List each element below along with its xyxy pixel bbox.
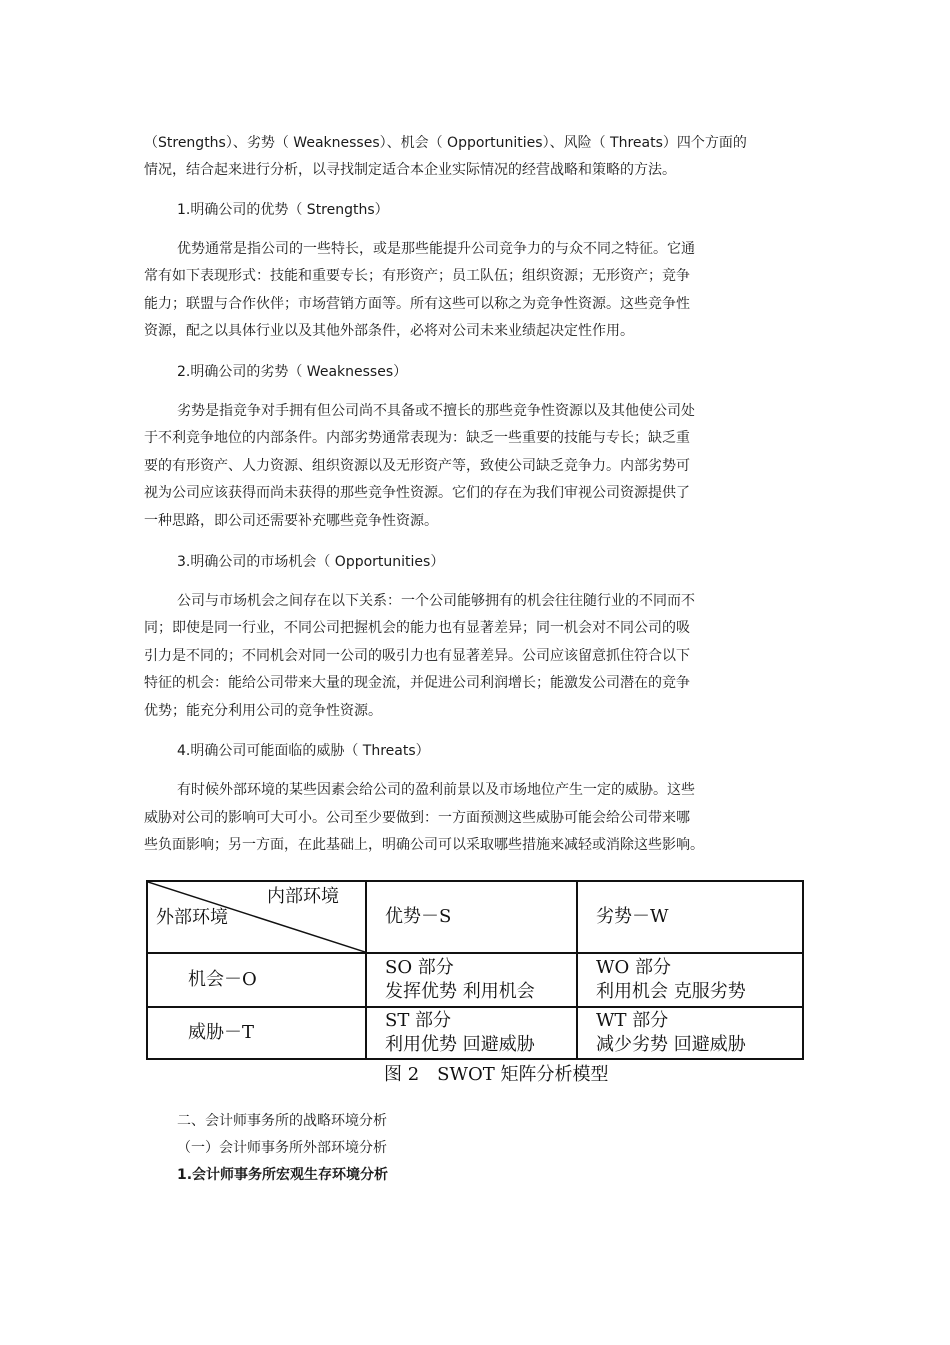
section-4-line: 些负面影响；另一方面，在此基础上，明确公司可以采取哪些措施来减轻或消除这些影响。 — [144, 837, 704, 853]
header-weaknesses: 劣势－W — [577, 881, 803, 953]
wo-title: WO 部分 — [596, 957, 671, 978]
so-title: SO 部分 — [385, 957, 454, 978]
section-1-heading: 1.明确公司的优势（ Strengths） — [177, 202, 389, 218]
section-3-line: 公司与市场机会之间存在以下关系：一个公司能够拥有的机会往往随行业的不同而不 — [177, 593, 695, 609]
section-2-line: 于不利竞争地位的内部条件。内部劣势通常表现为：缺乏一些重要的技能与专长；缺乏重 — [144, 430, 690, 446]
section-3-line: 特征的机会：能给公司带来大量的现金流，并促进公司利润增长；能激发公司潜在的竞争 — [144, 675, 690, 691]
cell-wt — [577, 1007, 803, 1059]
section-2-line: 劣势是指竞争对手拥有但公司尚不具备或不擅长的那些竞争性资源以及其他使公司处 — [177, 403, 695, 419]
so-body: 发挥优势 利用机会 — [385, 981, 535, 1002]
section-4-line: 有时候外部环境的某些因素会给公司的盈利前景以及市场地位产生一定的威胁。这些 — [177, 782, 695, 798]
swot-matrix-figure — [146, 880, 802, 1058]
section-3-line: 优势；能充分利用公司的竞争性资源。 — [144, 703, 382, 719]
swot-matrix-table — [146, 880, 804, 1060]
figure-caption: 图 2 SWOT 矩阵分析模型 — [384, 1064, 609, 1085]
wt-body: 减少劣势 回避威胁 — [596, 1034, 746, 1055]
section-4-line: 威胁对公司的影响可大可小。公司至少要做到：一方面预测这些威胁可能会给公司带来哪 — [144, 810, 690, 826]
section-2-heading: 2.明确公司的劣势（ Weaknesses） — [177, 364, 408, 380]
outline-h2: 二、会计师事务所的战略环境分析 — [177, 1113, 387, 1129]
cell-st — [366, 1007, 577, 1059]
outline-h4: 1.会计师事务所宏观生存环境分析 — [177, 1167, 389, 1183]
section-4-heading: 4.明确公司可能面临的威胁（ Threats） — [177, 743, 430, 759]
swot-corner-cell — [147, 881, 366, 953]
section-1-line: 优势通常是指公司的一些特长，或是那些能提升公司竞争力的与众不同之特征。它通 — [177, 241, 695, 257]
row-threats: 威胁－T — [147, 1007, 366, 1059]
section-1-line: 能力；联盟与合作伙伴；市场营销方面等。所有这些可以称之为竞争性资源。这些竞争性 — [144, 296, 690, 312]
wo-body: 利用机会 克服劣势 — [596, 981, 746, 1002]
section-1-line: 常有如下表现形式：技能和重要专长；有形资产；员工队伍；组织资源；无形资产；竞争 — [144, 268, 690, 284]
wt-title: WT 部分 — [596, 1010, 669, 1031]
row-opportunities: 机会－O — [147, 953, 366, 1007]
corner-external-label: 外部环境 — [156, 907, 228, 928]
outline-h3: （一）会计师事务所外部环境分析 — [177, 1140, 387, 1156]
section-2-line: 要的有形资产、人力资源、组织资源以及无形资产等，致使公司缺乏竞争力。内部劣势可 — [144, 458, 690, 474]
intro-line-2: 情况，结合起来进行分析，以寻找制定适合本企业实际情况的经营战略和策略的方法。 — [144, 162, 676, 178]
intro-line-1: （Strengths）、劣势（ Weaknesses）、机会（ Opportunities）、风险（ Threats）四个方面的 — [144, 135, 747, 151]
section-1-line: 资源，配之以具体行业以及其他外部条件，必将对公司未来业绩起决定性作用。 — [144, 323, 634, 339]
header-strengths: 优势－S — [366, 881, 577, 953]
section-3-heading: 3.明确公司的市场机会（ Opportunities） — [177, 554, 445, 570]
corner-internal-label: 内部环境 — [267, 886, 339, 907]
cell-wo — [577, 953, 803, 1007]
cell-so — [366, 953, 577, 1007]
st-title: ST 部分 — [385, 1010, 452, 1031]
section-3-line: 引力是不同的；不同机会对同一公司的吸引力也有显著差异。公司应该留意抓住符合以下 — [144, 648, 690, 664]
st-body: 利用优势 回避威胁 — [385, 1034, 535, 1055]
section-2-line: 一种思路，即公司还需要补充哪些竞争性资源。 — [144, 513, 438, 529]
section-3-line: 同；即使是同一行业，不同公司把握机会的能力也有显著差异；同一机会对不同公司的吸 — [144, 620, 690, 636]
section-2-line: 视为公司应该获得而尚未获得的那些竞争性资源。它们的存在为我们审视公司资源提供了 — [144, 485, 690, 501]
